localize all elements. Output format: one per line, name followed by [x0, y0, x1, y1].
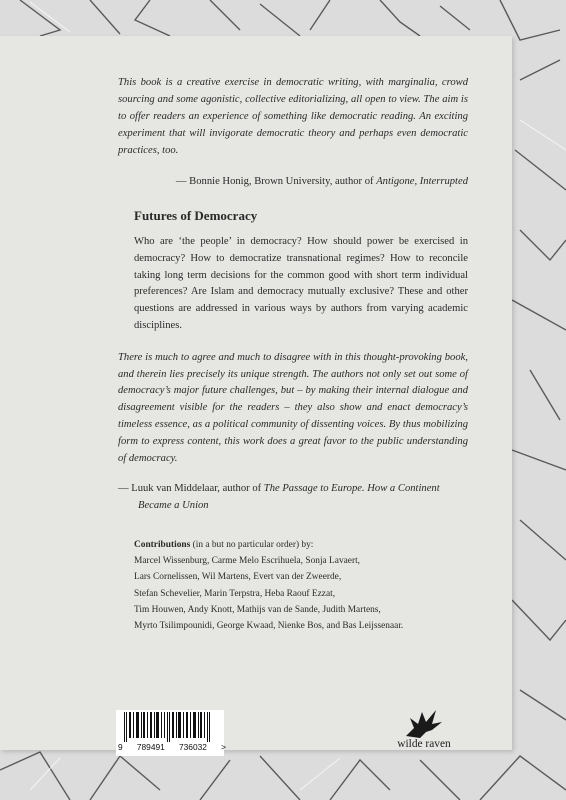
- section-title: Futures of Democracy: [134, 208, 258, 223]
- attribution-book-title: The Passage to Europe. How a Continent Became a Union: [138, 483, 440, 512]
- barcode-digit-first: 9: [118, 742, 123, 752]
- endorsement-van-middelaar: There is much to agree and much to disagree with in this thought-provoking book, and therein lies precisely its unique strength. The authors not only set out some of democracy’s major future challenges, but – by making their internal dialogue and disagreement visible for the readers – they also show and enact democracy’s timeless essence, as a political community of dissenting voices. By thus mobilizing form to express content, this work does a great favor to the public understanding of democracy.: [118, 351, 468, 464]
- contributors-line: Stefan Schevelier, Marin Terpstra, Heba Raouf Ezzat,: [134, 588, 336, 599]
- endorsement-honig: This book is a creative exercise in democratic writing, with marginalia, crowd sourcing and some agonistic, collective editorializing, all open to view. The aim is to offer readers an experience of something like democratic reading. An exciting experiment that will invigorate democratic theory and perhaps even democratic practices, too.: [118, 77, 468, 156]
- contributors-line: Myrto Tsilimpounidi, George Kwaad, Nienke Bos, and Bas Leijssenaar.: [134, 620, 404, 631]
- attribution-prefix: — Bonnie Honig, Brown University, author of: [175, 176, 377, 187]
- attribution-book-title: Antigone, Interrupted: [376, 176, 468, 187]
- contributors-list: [134, 537, 468, 634]
- raven-icon: [396, 706, 452, 740]
- publisher-name: wilde raven: [397, 738, 451, 750]
- section-description: Who are ‘the people’ in democracy? How should power be exercised in democracy? How to democratize transnational regimes? How to reconcile taking long term decisions for the common good with short term individual preferences? Are Islam and democracy mutually exclusive? These and other questions are addressed in various ways by authors from varying academic disciplines.: [134, 236, 468, 331]
- barcode-digits-group1: 789491: [136, 742, 165, 752]
- contributors-header: [134, 537, 468, 553]
- barcode-digits: [118, 740, 226, 754]
- barcode-bars-icon: [116, 710, 224, 742]
- contributors-line: Marcel Wissenburg, Carme Melo Escrihuela, Sonja Lavaert,: [134, 556, 361, 567]
- contributors-line: Lars Cornelissen, Wil Martens, Evert van der Zweerde,: [134, 572, 342, 583]
- back-cover-text: [118, 74, 468, 634]
- endorsement-honig-attribution: [118, 173, 468, 190]
- attribution-prefix: — Luuk van Middelaar, author of: [118, 483, 264, 495]
- contributors-note: (in a but no particular order) by:: [190, 539, 314, 550]
- contributors-label: Contributions: [134, 539, 191, 550]
- barcode-digits-group2: 736032: [178, 742, 207, 752]
- endorsement-van-middelaar-attribution: [118, 481, 468, 515]
- barcode-digit-last: >: [221, 742, 226, 752]
- contributors-line: Tim Houwen, Andy Knott, Mathijs van de Sande, Judith Martens,: [134, 604, 381, 615]
